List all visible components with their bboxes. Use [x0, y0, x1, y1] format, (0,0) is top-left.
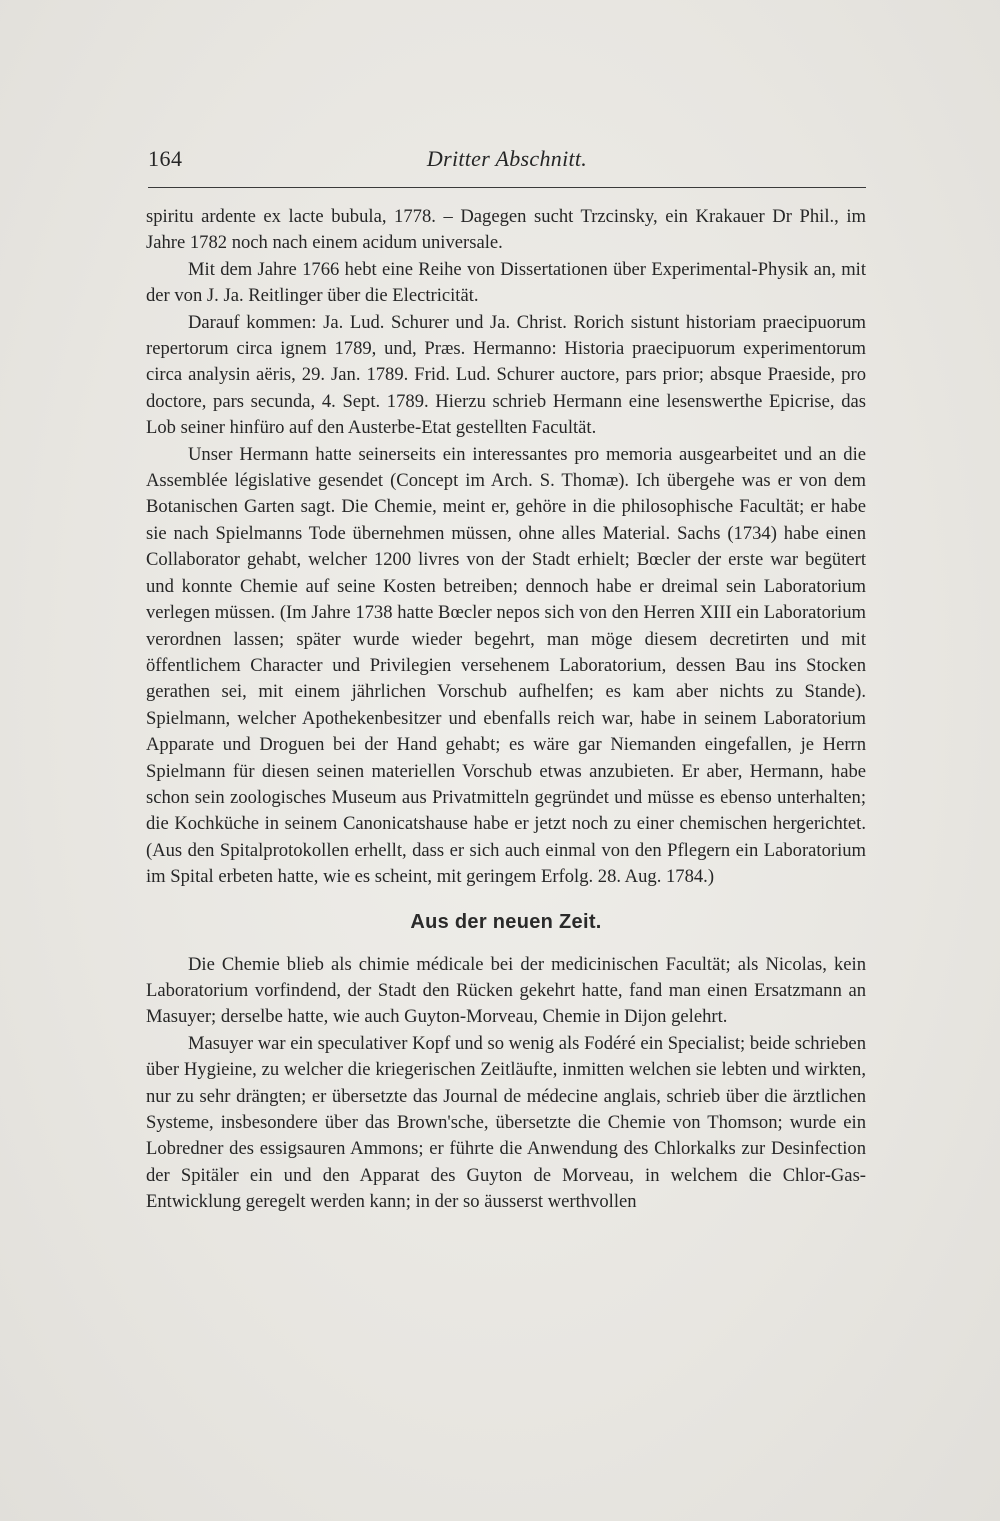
paragraph: Unser Hermann hatte seinerseits ein interessantes pro memoria ausgearbeitet und an die Assemblée législative gesendet (Concept im Arch. S. Thomæ). Ich übergehe was er von dem Botanischen Garten sagt. Die Chemie, meint er, gehöre in die philosophische Facultät; er habe sie nach Spielmanns Tode übernehmen müssen, ohne alles Material. Sachs (1734) habe einen Collaborator gehabt, welcher 1200 livres von der Stadt erhielt; Bœcler der erste war begütert und konnte Chemie auf seine Kosten betreiben; dennoch habe er dreimal sein Laboratorium verlegen müssen. (Im Jahre 1738 hatte Bœcler nepos sich von den Herren XIII ein Laboratorium verordnen lassen; später wurde wieder begehrt, man möge diesem decretirten und mit öffentlichem Character und Privilegien versehenem Laboratorium, dessen Bau ins Stocken gerathen sei, mit einem jährlichen Vorschub aufhelfen; es kam aber nichts zu Stande). Spielmann, welcher Apothekenbesitzer und ebenfalls reich war, habe in seinem Laboratorium Apparate und Droguen bei der Hand gehabt; es wäre gar Niemanden eingefallen, je Herrn Spielmann für diesen seinen materiellen Vorschub etwas anzubieten. Er aber, Hermann, habe schon sein zoologisches Museum aus Privatmitteln gegründet und müsse es ebenso unterhalten; die Kochküche in seinem Canonicatshause habe er jetzt noch zu einer chemischen hergerichtet. (Aus den Spitalprotokollen erhellt, dass er sich auch einmal von den Pflegern ein Laboratorium im Spital erbeten hatte, wie es scheint, mit geringem Erfolg. 28. Aug. 1784.) [146, 443, 866, 888]
body-text [146, 204, 866, 1216]
paragraph: Die Chemie blieb als chimie médicale bei der medicinischen Facultät; als Nicolas, kein Laboratorium vorfindend, der Stadt den Rücken gekehrt hatte, fand man einen Ersatzmann an Masuyer; derselbe hatte, wie auch Guyton-Morveau, Chemie in Dijon gelehrt. [146, 953, 866, 1028]
paragraph: Mit dem Jahre 1766 hebt eine Reihe von Dissertationen über Experimental-Physik an, mit der von J. Ja. Reitlinger über die Electricität. [146, 258, 866, 307]
paragraph: spiritu ardente ex lacte bubula, 1778. – Dagegen sucht Trzcinsky, ein Krakauer Dr Phil., im Jahre 1782 noch nach einem acidum universale. [146, 206, 866, 254]
running-title: Dritter Abschnitt. [426, 146, 588, 171]
page-number: 164 [148, 146, 183, 171]
header-rule [148, 187, 866, 188]
paragraph: Masuyer war ein speculativer Kopf und so wenig als Fodéré ein Specialist; beide schrieben über Hygieine, zu welcher die kriegerischen Zeitläufte, inmitten welchen sie lebten und wirkten, nur zu sehr drängten; er übersetzte das Journal de médecine anglais, schrieb über die ärztlichen Systeme, insbesondere über das Brown'sche, übersetzte die Chemie von Thomson; wurde ein Lobredner des essigsauren Ammons; er führte die Anwendung des Chlorkalks zur Desinfection der Spitäler ein und den Apparat des Guyton de Morveau, in welchem die Chlor-Gas-Entwicklung geregelt werden kann; in der so äusserst werthvollen [146, 1032, 866, 1213]
paragraph: Darauf kommen: Ja. Lud. Schurer und Ja. Christ. Rorich sistunt historiam praecipuorum repertorum circa ignem 1789, und, Præs. Hermanno: Historia praecipuorum experimentorum circa analysin aëris, 29. Jan. 1789. Frid. Lud. Schurer auctore, pars prior; absque Praeside, pro doctore, pars secunda, 4. Sept. 1789. Hierzu schrieb Hermann eine lesenswerthe Epicrise, das Lob seiner hinfüro auf den Austerbe-Etat gestellten Facultät. [146, 311, 866, 439]
page-header [148, 146, 866, 176]
section-heading: Aus der neuen Zeit. [410, 910, 602, 933]
